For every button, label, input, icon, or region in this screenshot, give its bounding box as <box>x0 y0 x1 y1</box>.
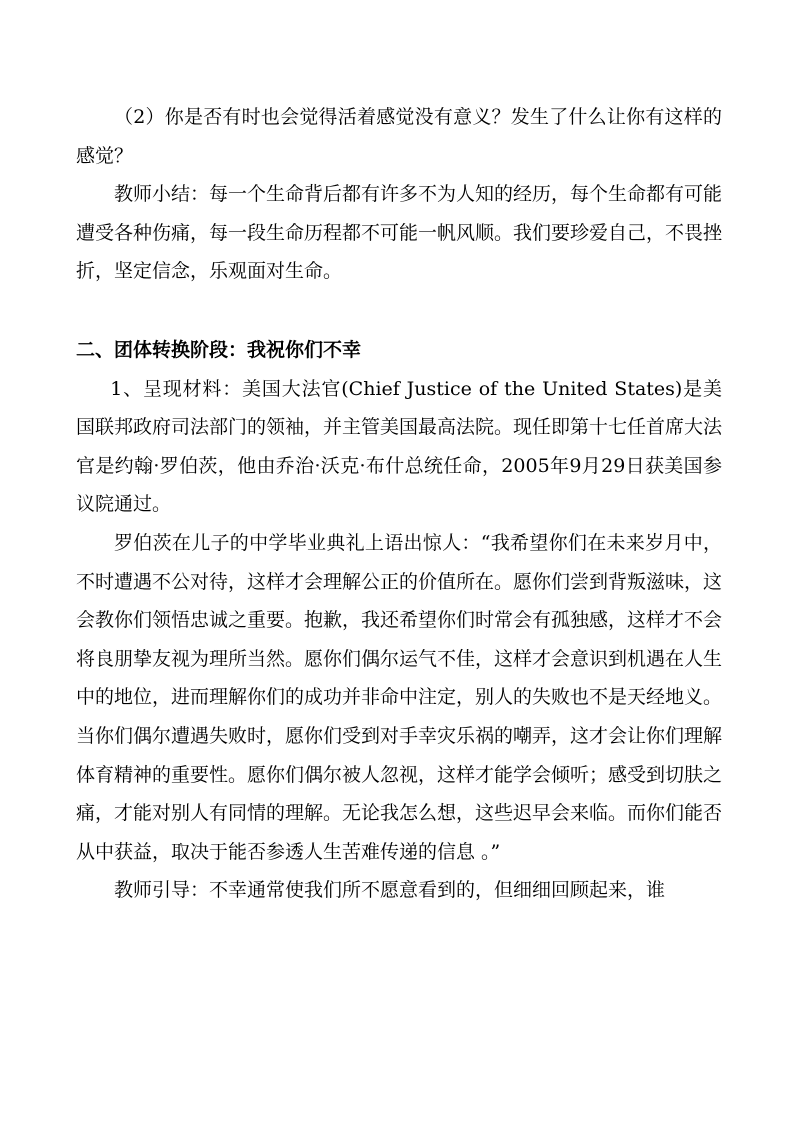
teacher-guide-paragraph: 教师引导：不幸通常使我们所不愿意看到的，但细细回顾起来，谁 <box>114 879 666 902</box>
document-page <box>76 98 722 910</box>
material-paragraph: 1、呈现材料：美国大法官(Chief Justice of the United States)是美国联邦政府司法部门的领袖，并主管美国最高法院。现任即第十七任首席大法官是约翰·罗伯茨，他由乔治·沃克·布什总统任命，2005年9月29日获美国参议院通过。 <box>76 377 723 516</box>
question-paragraph: （2）你是否有时也会觉得活着感觉没有意义？发生了什么让你有这样的感觉？ <box>76 106 722 167</box>
section-heading: 二、团体转换阶段：我祝你们不幸 <box>76 338 362 361</box>
speech-paragraph: 罗伯茨在儿子的中学毕业典礼上语出惊人：“我希望你们在未来岁月中，不时遭遇不公对待，这样才会理解公正的价值所在。愿你们尝到背叛滋味，这会教你们领悟忠诚之重要。抱歉，我还希望你们时常会有孤独感，这样才不会将良朋挚友视为理所当然。愿你们偶尔运气不佳，这样才会意识到机遇在人生中的地位，进而理解你们的成功并非命中注定，别人的失败也不是天经地义。当你们偶尔遭遇失败时，愿你们受到对手幸灾乐祸的嘲弄，这才会让你们理解体育精神的重要性。愿你们偶尔被人忽视，这样才能学会倾听；感受到切肤之痛，才能对别人有同情的理解。无论我怎么想，这些迟早会来临。而你们能否从中获益，取决于能否参透人生苦难传递的信息 。” <box>76 531 723 863</box>
teacher-summary-paragraph: 教师小结：每一个生命背后都有许多不为人知的经历，每个生命都有可能遭受各种伤痛，每一段生命历程都不可能一帆风顺。我们要珍爱自己，不畏挫折，坚定信念，乐观面对生命。 <box>76 183 723 283</box>
